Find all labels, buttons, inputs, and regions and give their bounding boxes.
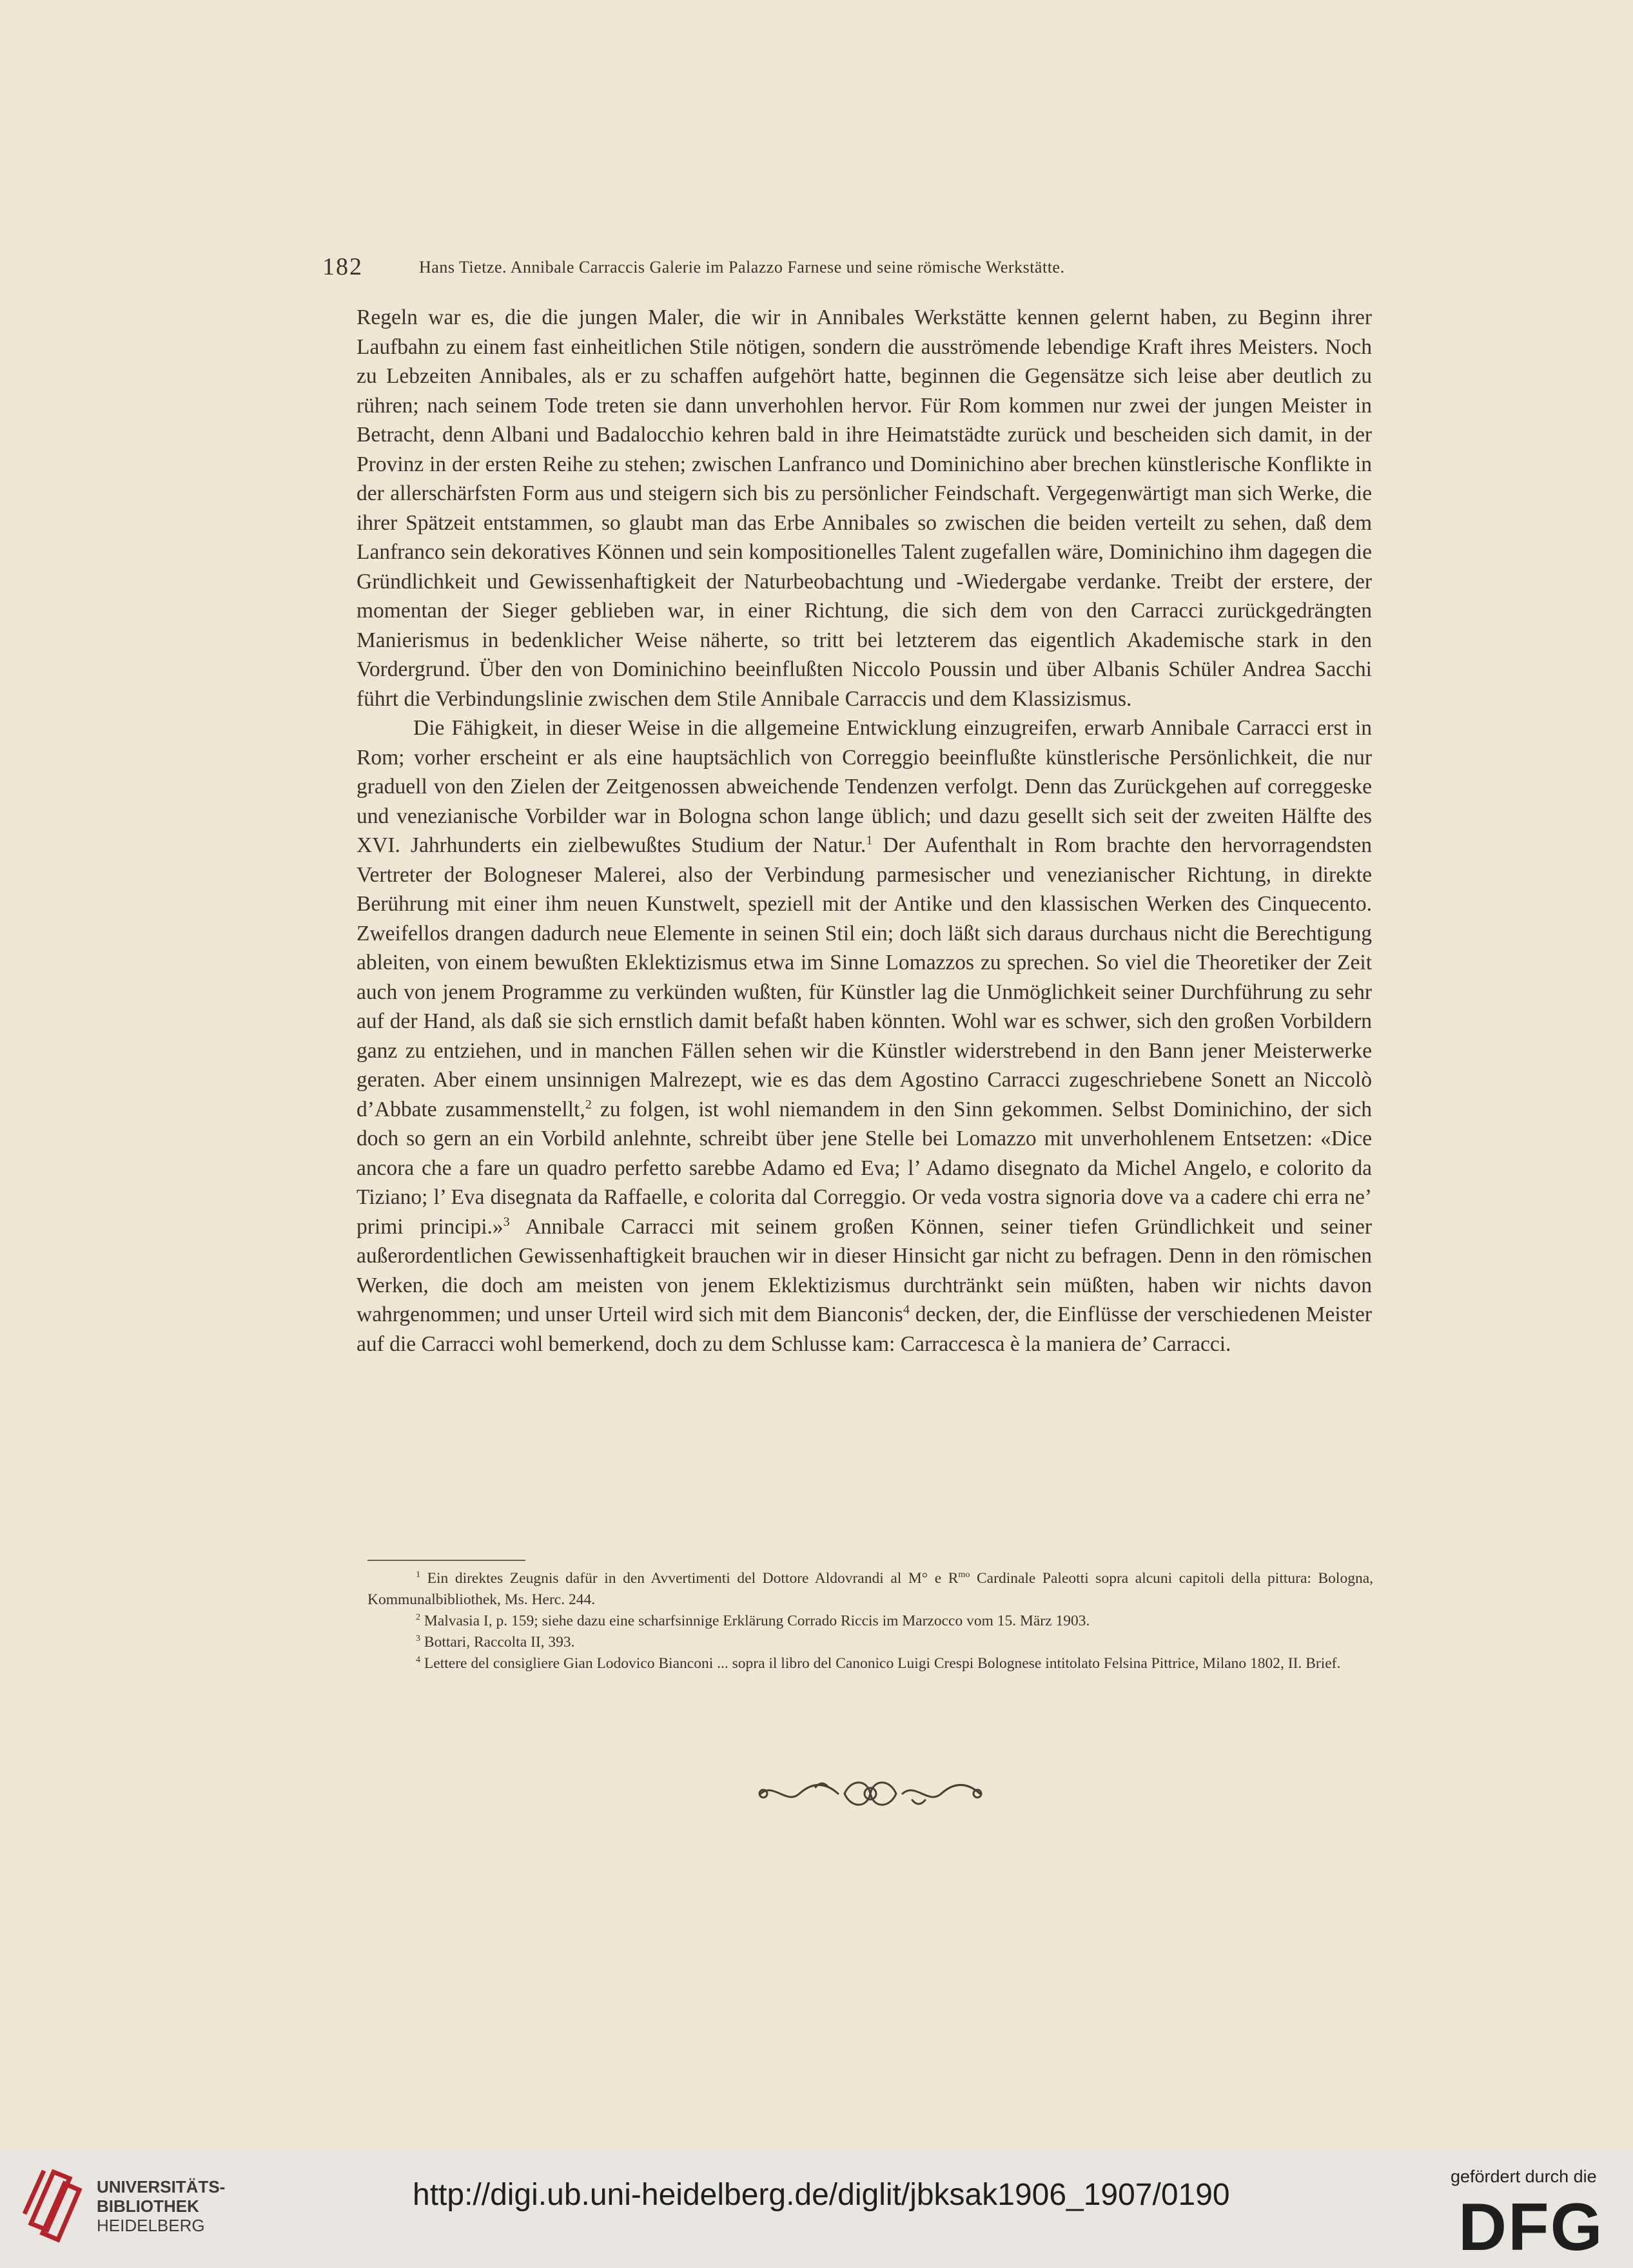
footnote-ref-1: 1 [866,833,873,848]
main-text [357,303,1372,1359]
svg-text:DFG: DFG [1458,2193,1604,2258]
footnote-2: $^2$ Malvasia I, p. 159; siehe dazu eine scharfsinnige Erklärung Corrado Riccis im Marzocco vom 15. März 1903. [416,1612,1090,1629]
footnote-ref-4: 4 [903,1302,910,1317]
paragraph-1: Regeln war es, die die jungen Maler, die wir in Annibales Werkstätte kennen gelernt haben, zu Beginn ihrer Laufbahn zu einem fast einheitlichen Stile nötigen, sondern die ausströmende lebendige Kraft ihres Meisters. Noch zu Lebzeiten Annibales, als er zu schaffen aufgehört hatte, beginnen die Gegensätze sich leise aber deutlich zu rühren; nach seinem Tode treten sie dann unverhohlen hervor. Für Rom kommen nur zwei der jungen Meister in Betracht, denn Albani und Badalocchio kehren bald in ihre Heimatstädte zurück und bescheiden sich damit, in der Provinz in der ersten Reihe zu stehen; zwischen Lanfranco und Dominichino aber brechen künstlerische Konflikte in der allerschärfsten Form aus und steigern sich bis zu persönlicher Feindschaft. Vergegenwärtigt man sich Werke, die ihrer Spätzeit entstammen, so glaubt man das Erbe Annibales so zwischen die beiden verteilt zu sehen, daß dem Lanfranco sein dekoratives Können und sein kompositionelles Talent zugefallen wäre, Dominichino ihm dagegen die Gründlichkeit und Gewissenhaftigkeit der Naturbeobachtung und -Wiedergabe verdanke. Treibt der erstere, der momentan der Sieger geblieben war, in einer Richtung, die sich dem von den Carracci zurückgedrängten Manierismus in bedenklicher Weise näherte, so tritt bei letzterem das eigentlich Akademische stark in den Vordergrund. Über den von Dominichino beeinflußten Niccolo Poussin und über Albanis Schüler Andrea Sacchi führt die Verbindungslinie zwischen dem Stile Annibale Carraccis und dem Klassizismus. [357,305,1372,711]
university-library-logo-icon [18,2166,89,2249]
paragraph-2: Die Fähigkeit, in dieser Weise in die allgemeine Entwicklung einzugreifen, erwarb Annibale Carracci erst in Rom; vorher erscheint er als eine hauptsächlich von Correggio beeinflußte künstlerische Persönlichkeit, die nur graduell von den Zielen der Zeitgenossen abweichende Tendenzen verfolgt. Denn das Zurückgehen auf correggeske und venezianische Vorbilder war in Bologna schon lange üblich; und dazu gesellt sich seit der zweiten Hälfte des XVI. Jahrhunderts ein zielbewußtes Studium der Natur.$^1$ Der Aufenthalt in Rom brachte den hervorragendsten Vertreter der Bologneser Malerei, also der Verbindung parmesischer und venezianischer Richtung, in direkte Berührung mit einer ihm neuen Kunstwelt, speziell mit der Antike und den klassischen Werken des Cinquecento. Zweifellos drangen dadurch neue Elemente in seinen Stil ein; doch läßt sich daraus durchaus nicht die Berechtigung ableiten, von einem bewußten Eklektizismus etwa im Sinne Lomazzos zu sprechen. So viel die Theoretiker der Zeit auch von jenem Programme zu verkünden wußten, für Künstler lag die Unmöglichkeit seiner Durchführung zu sehr auf der Hand, als daß sie sich ernstlich damit befaßt haben könnten. Wohl war es schwer, sich den großen Vorbildern ganz zu entziehen, und in manchen Fällen sehen wir die Künstler widerstrebend in den Bann jener Meisterwerke geraten. Aber einem unsinnigen Malrezept, wie es das dem Agostino Carracci zugeschriebene Sonett an Niccolò d’Abbate zusammenstellt,$^2$ zu folgen, ist wohl niemandem in den Sinn gekommen. Selbst Dominichino, der sich doch so gern an ein Vorbild anlehnte, schreibt über jene Stelle bei Lomazzo mit unverhohlenem Entsetzen: «Dice ancora che a fare un quadro perfetto sarebbe Adamo ed Eva; l’ Adamo disegnato da Michel Angelo, e colorito da Tiziano; l’ Eva disegnata da Raffaelle, e colorita dal Correggio. Or veda vostra signoria dove va a cadere chi erra ne’ primi principi.»$^3$ Annibale Carracci mit seinem großen Können, seiner tiefen Gründlichkeit und seiner außerordentlichen Gewissenhaftigkeit brauchen wir in dieser Hinsicht gar nicht zu befragen. Denn in den römischen Werken, die doch am meisten von jenem Eklektizismus durchtränkt sein müßten, haben wir nichts davon wahrgenommen; und unser Urteil wird sich mit dem Bianconis$^4$ decken, der, die Einflüsse der verschiedenen Meister auf die Carracci wohl bemerkend, doch zu dem Schlusse kam: Carraccesca è la maniera de’ Carracci. [357,716,1372,1356]
page-number: 182 [322,253,363,280]
funder-text: gefördert durch die [1451,2167,1597,2186]
footnotes [367,1568,1373,1674]
decorative-ornament-icon [754,1776,986,1812]
running-head: Hans Tietze. Annibale Carraccis Galerie im Palazzo Farnese und seine römische Werkstätte. [419,258,1065,276]
footnote-4: $^4$ Lettere del consigliere Gian Lodovico Bianconi ... sopra il libro del Canonico Luigi Crespi Bolognese intitolato Felsina Pittrice, Milano 1802, II. Brief. [416,1654,1341,1672]
footnote-ref-3: 3 [503,1214,510,1229]
library-name: UNIVERSITÄTS- BIBLIOTHEK HEIDELBERG [97,2177,226,2235]
dfg-logo-icon [1458,2193,1613,2258]
page-header [322,253,1251,285]
footnote-divider [367,1560,525,1561]
footnote-3: $^3$ Bottari, Raccolta II, 393. [416,1633,575,1651]
footnote-ref-2: 2 [585,1097,592,1112]
footnote-1: $^1$ Ein direktes Zeugnis dafür in den Avvertimenti del Dottore Aldovrandi al M° e $R^{mo}$ Cardinale Paleotti sopra alcuni capitoli della pittura: Bologna, Kommunalbibliothek, Ms. Herc. 244. [367,1569,1373,1608]
permalink-url[interactable]: http://digi.ub.uni-heidelberg.de/diglit/jbksak1906_1907/0190 [413,2178,1230,2212]
